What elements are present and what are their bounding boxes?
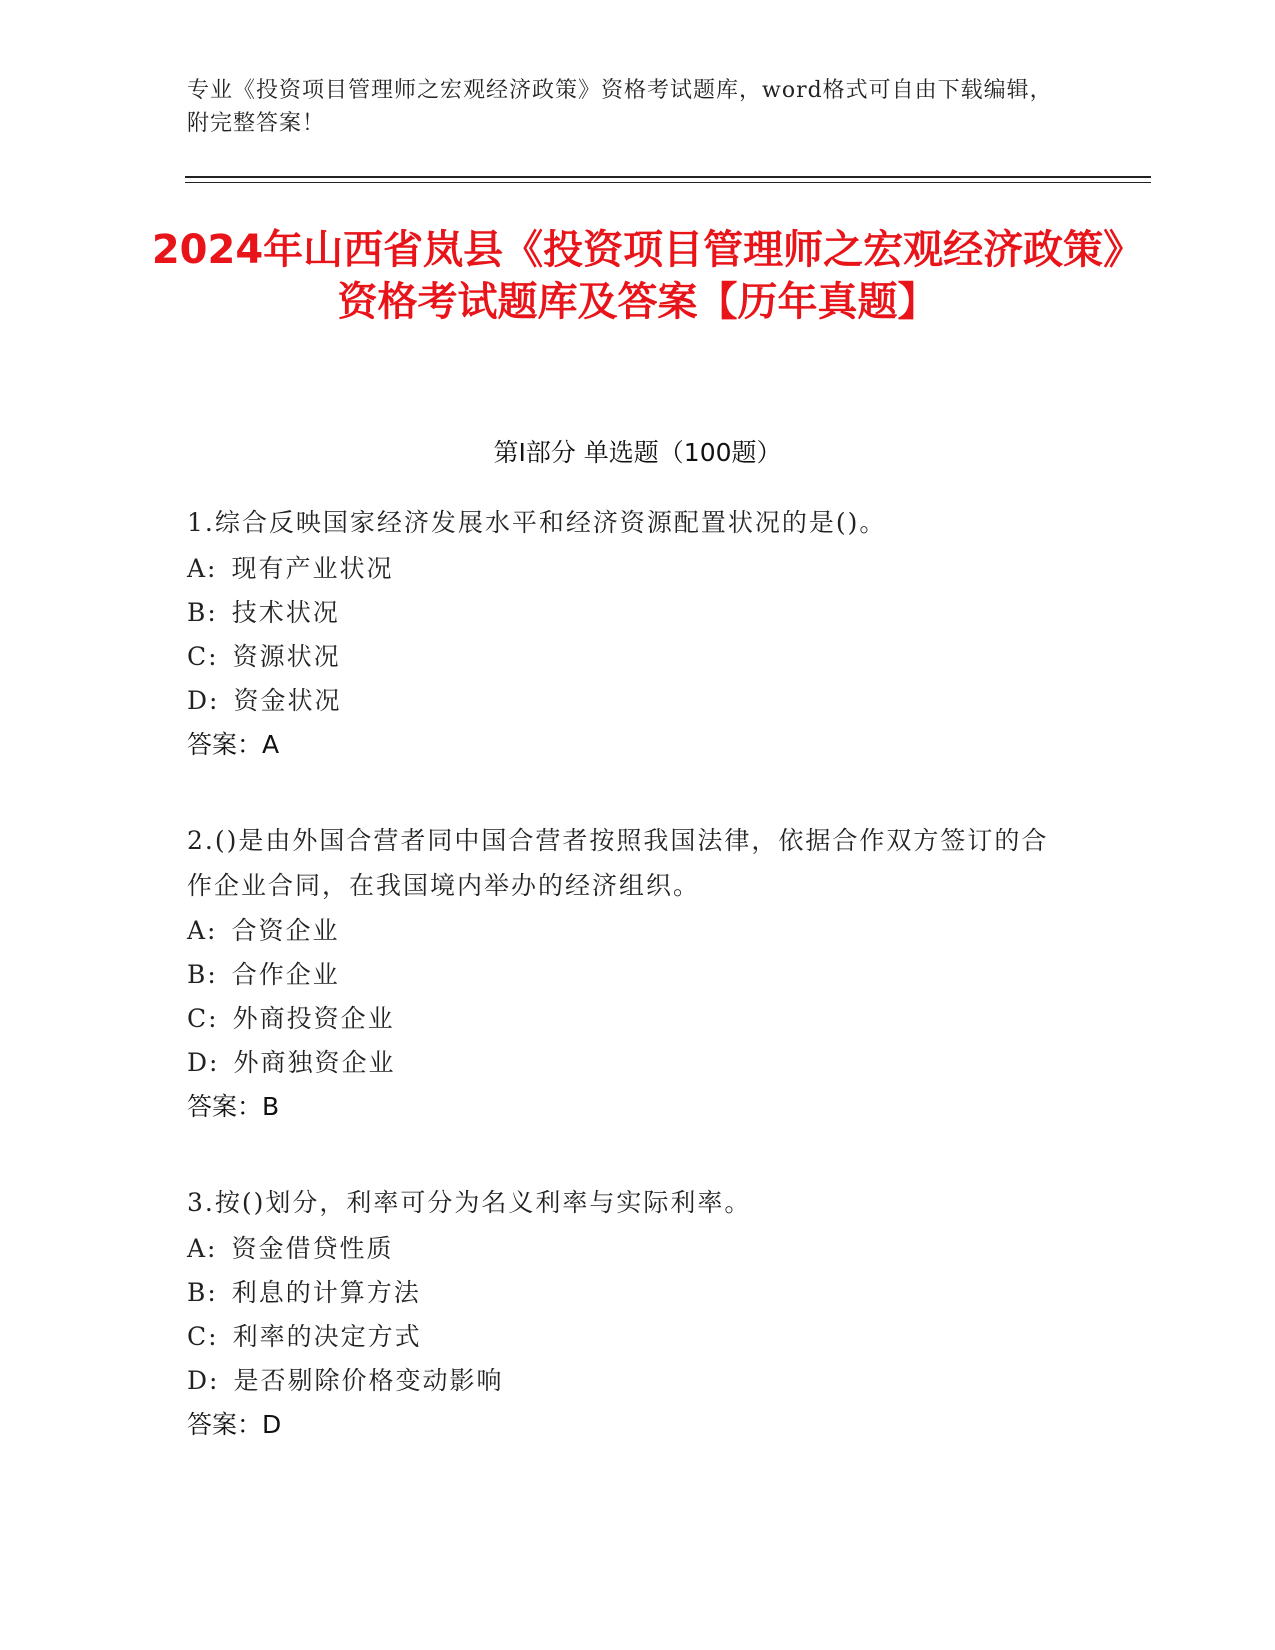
option-text: 现有产业状况 (231, 554, 394, 583)
option-text: 利率的决定方式 (232, 1322, 422, 1351)
option-text: 外商投资企业 (232, 1004, 395, 1033)
option-text: 资源状况 (232, 642, 341, 671)
question-2-answer: 答案：B (187, 1092, 280, 1121)
question-3-option-d (187, 1364, 1067, 1398)
option-letter: C: (187, 1004, 219, 1033)
question-2-option-b (187, 958, 1067, 992)
option-text: 外商独资企业 (233, 1048, 396, 1077)
option-letter: D: (187, 686, 220, 715)
option-letter: B: (187, 1278, 218, 1307)
option-letter: C: (187, 642, 219, 671)
header-divider-thin (185, 182, 1151, 183)
option-letter: D: (187, 1366, 220, 1395)
question-2-stem: 2.()是由外国合营者同中国合营者按照我国法律，依据合作双方签订的合作企业合同，在我国境内举办的经济组织。 (187, 826, 1049, 900)
option-text: 合作企业 (231, 960, 340, 989)
option-letter: A: (187, 916, 218, 945)
question-1-stem: 1.综合反映国家经济发展水平和经济资源配置状况的是()。 (187, 508, 887, 537)
option-letter: D: (187, 1048, 220, 1077)
section-title: 第I部分 单选题（100题） (493, 438, 782, 467)
option-text: 技术状况 (231, 598, 340, 627)
option-text: 资金状况 (233, 686, 342, 715)
question-1-option-c (187, 640, 1067, 674)
question-2-option-a (187, 914, 1067, 948)
option-letter: C: (187, 1322, 219, 1351)
question-3-option-c (187, 1320, 1067, 1354)
question-1-answer: 答案：A (187, 730, 280, 759)
question-2-option-c (187, 1002, 1067, 1036)
question-1-option-d (187, 684, 1067, 718)
option-text: 合资企业 (231, 916, 340, 945)
question-2-option-d (187, 1046, 1067, 1080)
header-divider (185, 176, 1151, 178)
option-letter: B: (187, 960, 218, 989)
question-3-answer: 答案：D (187, 1410, 282, 1439)
header-note: 专业《投资项目管理师之宏观经济政策》资格考试题库，word格式可自由下载编辑，附完整答案！ (187, 78, 1053, 136)
option-letter: A: (187, 1234, 218, 1263)
question-3-option-a (187, 1232, 1067, 1266)
option-text: 资金借贷性质 (231, 1234, 394, 1263)
question-1-option-b (187, 596, 1067, 630)
option-letter: A: (187, 554, 218, 583)
question-3-stem: 3.按()划分，利率可分为名义利率与实际利率。 (187, 1188, 752, 1217)
document-title: 2024年山西省岚县《投资项目管理师之宏观经济政策》资格考试题库及答案【历年真题】 (151, 227, 1124, 325)
option-letter: B: (187, 598, 218, 627)
question-1-option-a (187, 552, 1067, 586)
option-text: 利息的计算方法 (231, 1278, 421, 1307)
question-3-option-b (187, 1276, 1067, 1310)
option-text: 是否剔除价格变动影响 (233, 1366, 504, 1395)
